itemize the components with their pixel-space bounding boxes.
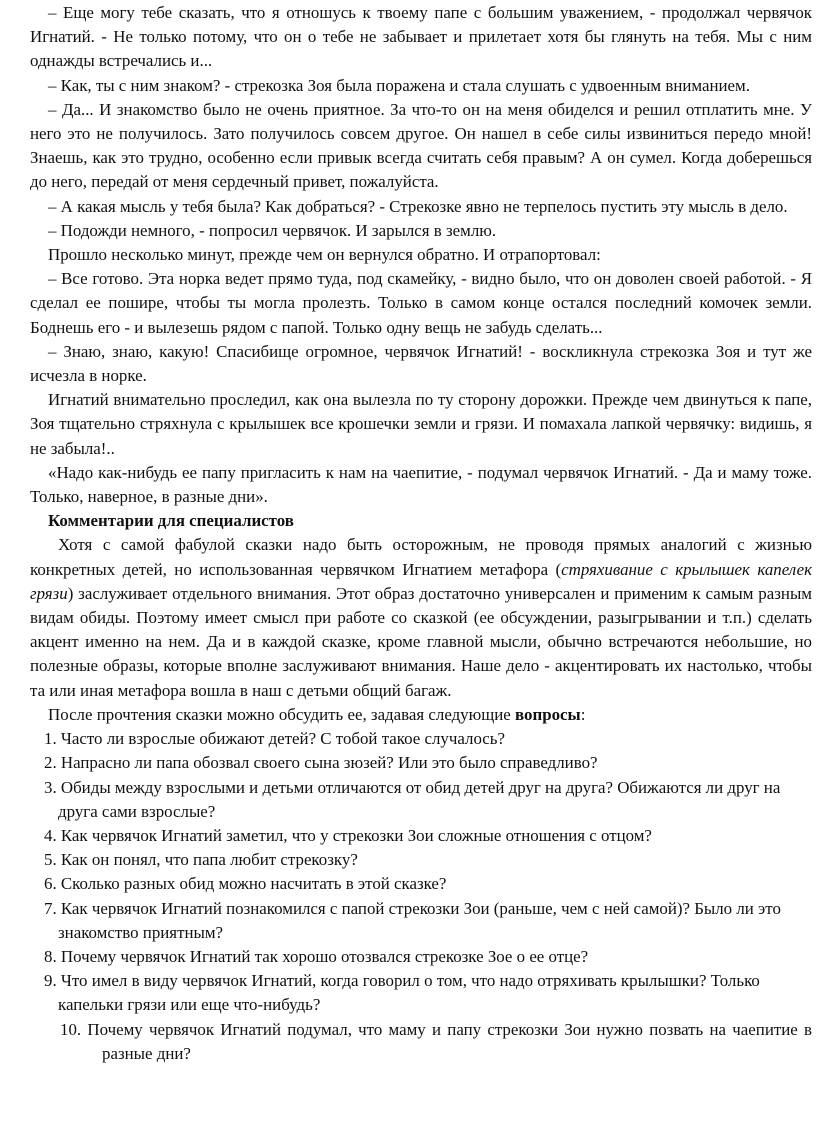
story-paragraph-3: – Да... И знакомство было не очень приятное. За что-то он на меня обиделся и решил отплатить мне. У него это не получилось. Зато получилось совсем другое. Он нашел в себе силы извиниться передо мной! Знаешь, как это трудно, особенно если привык всегда считать себя правым? А он сумел. Когда доберешься до него, передай от меня сердечный привет, пожалуйста. [30,99,812,192]
question-item: 3. Обиды между взрослыми и детьми отличаются от обид детей друг на друга? Обижаются ли друг на друга сами взрослые? [44,777,781,821]
question-item: 4. Как червячок Игнатий заметил, что у стрекозки Зои сложные отношения с отцом? [44,825,652,845]
question-item: 6. Сколько разных обид можно насчитать в этой сказке? [44,874,447,894]
story-paragraph-5: – Подожди немного, - попросил червячок. И зарылся в землю. [48,220,497,240]
question-item: 8. Почему червячок Игнатий так хорошо отозвался стрекозке Зое о ее отце? [44,946,589,966]
story-paragraph-6: Прошло несколько минут, прежде чем он вернулся обратно. И отрапортовал: [48,245,601,265]
story-paragraph-8: – Знаю, знаю, какую! Спасибище огромное, червячок Игнатий! - воскликнула стрекозка Зоя и тут же исчезла в норке. [30,341,812,386]
comments-heading: Комментарии для специалистов [48,511,294,531]
story-paragraph-7: – Все готово. Эта норка ведет прямо туда, под скамейку, - видно было, что он доволен своей работой. - Я сделал ее пошире, чтобы ты могла пролезть. Только в самом конце остался последний комочек земли. Боднешь его - и вылезешь рядом с папой. Только одну вещь не забудь сделать... [30,269,812,337]
question-item: 1. Часто ли взрослые обижают детей? С тобой такое случалось? [44,729,506,749]
questions-intro [30,703,812,727]
metaphor-italic: стряхивание с крылышек капелек грязи [30,559,812,603]
questions-word-bold: вопросы [515,704,581,724]
comments-text-start: Хотя с самой фабулой сказки надо быть осторожным, не проводя прямых аналогий с жизнью конкретных детей, но использованная червячком Игнатием метафора ( [30,535,812,579]
story-paragraph-1: – Еще могу тебе сказать, что я отношусь к твоему папе с большим уважением, - продолжал червячок Игнатий. - Не только потому, что он о тебе не забывает и прилетает хотя бы глянуть на тебя. Мы с ним однажды встречались и... [30,3,812,71]
comments-paragraph [30,533,812,702]
comments-text-end: ) заслуживает отдельного внимания. Этот образ достаточно универсален и применим к самым разным видам обиды. Поэтому имеет смысл при работе со сказкой (ее обсуждении, разыгрывании и т.п.) сделать акцент именно на нем. Да и в каждой сказке, кроме главной мысли, обычно встречаются небольшие, но полезные образы, которые вполне заслуживают внимания. Наше дело - акцентировать их настолько, чтобы та или иная метафора вошла в наш с детьми общий багаж. [30,583,812,700]
question-item: 9. Что имел в виду червячок Игнатий, когда говорил о том, что надо отряхивать крылышки? Только капельки грязи или еще что-нибудь? [44,971,760,1015]
story-paragraph-2: – Как, ты с ним знаком? - стрекозка Зоя была поражена и стала слушать с удвоенным вниманием. [48,75,750,95]
question-item: 5. Как он понял, что папа любит стрекозку? [44,850,358,870]
question-item: 7. Как червячок Игнатий познакомился с папой стрекозки Зои (раньше, чем с ней самой)? Было ли это знакомство приятным? [44,898,781,942]
question-item: 10. Почему червячок Игнатий подумал, что маму и папу стрекозки Зои нужно позвать на чаепитие в разные дни? [60,1019,812,1063]
questions-intro-colon: : [580,704,586,724]
story-paragraph-4: – А какая мысль у тебя была? Как добраться? - Стрекозке явно не терпелось пустить эту мысль в дело. [48,196,788,216]
story-paragraph-9: Игнатий внимательно проследил, как она вылезла по ту сторону дорожки. Прежде чем двинуться к папе, Зоя тщательно стряхнула с крылышек все крошечки земли и грязи. И помахала лапкой червячку: видишь, я не забыла!.. [30,390,812,458]
story-paragraph-10: «Надо как-нибудь ее папу пригласить к нам на чаепитие, - подумал червячок Игнатий. - Да и маму тоже. Только, наверное, в разные дни». [30,462,812,507]
question-item: 2. Напрасно ли папа обозвал своего сына зюзей? Или это было справедливо? [44,753,598,773]
questions-intro-text: После прочтения сказки можно обсудить ее, задавая следующие [48,704,516,724]
